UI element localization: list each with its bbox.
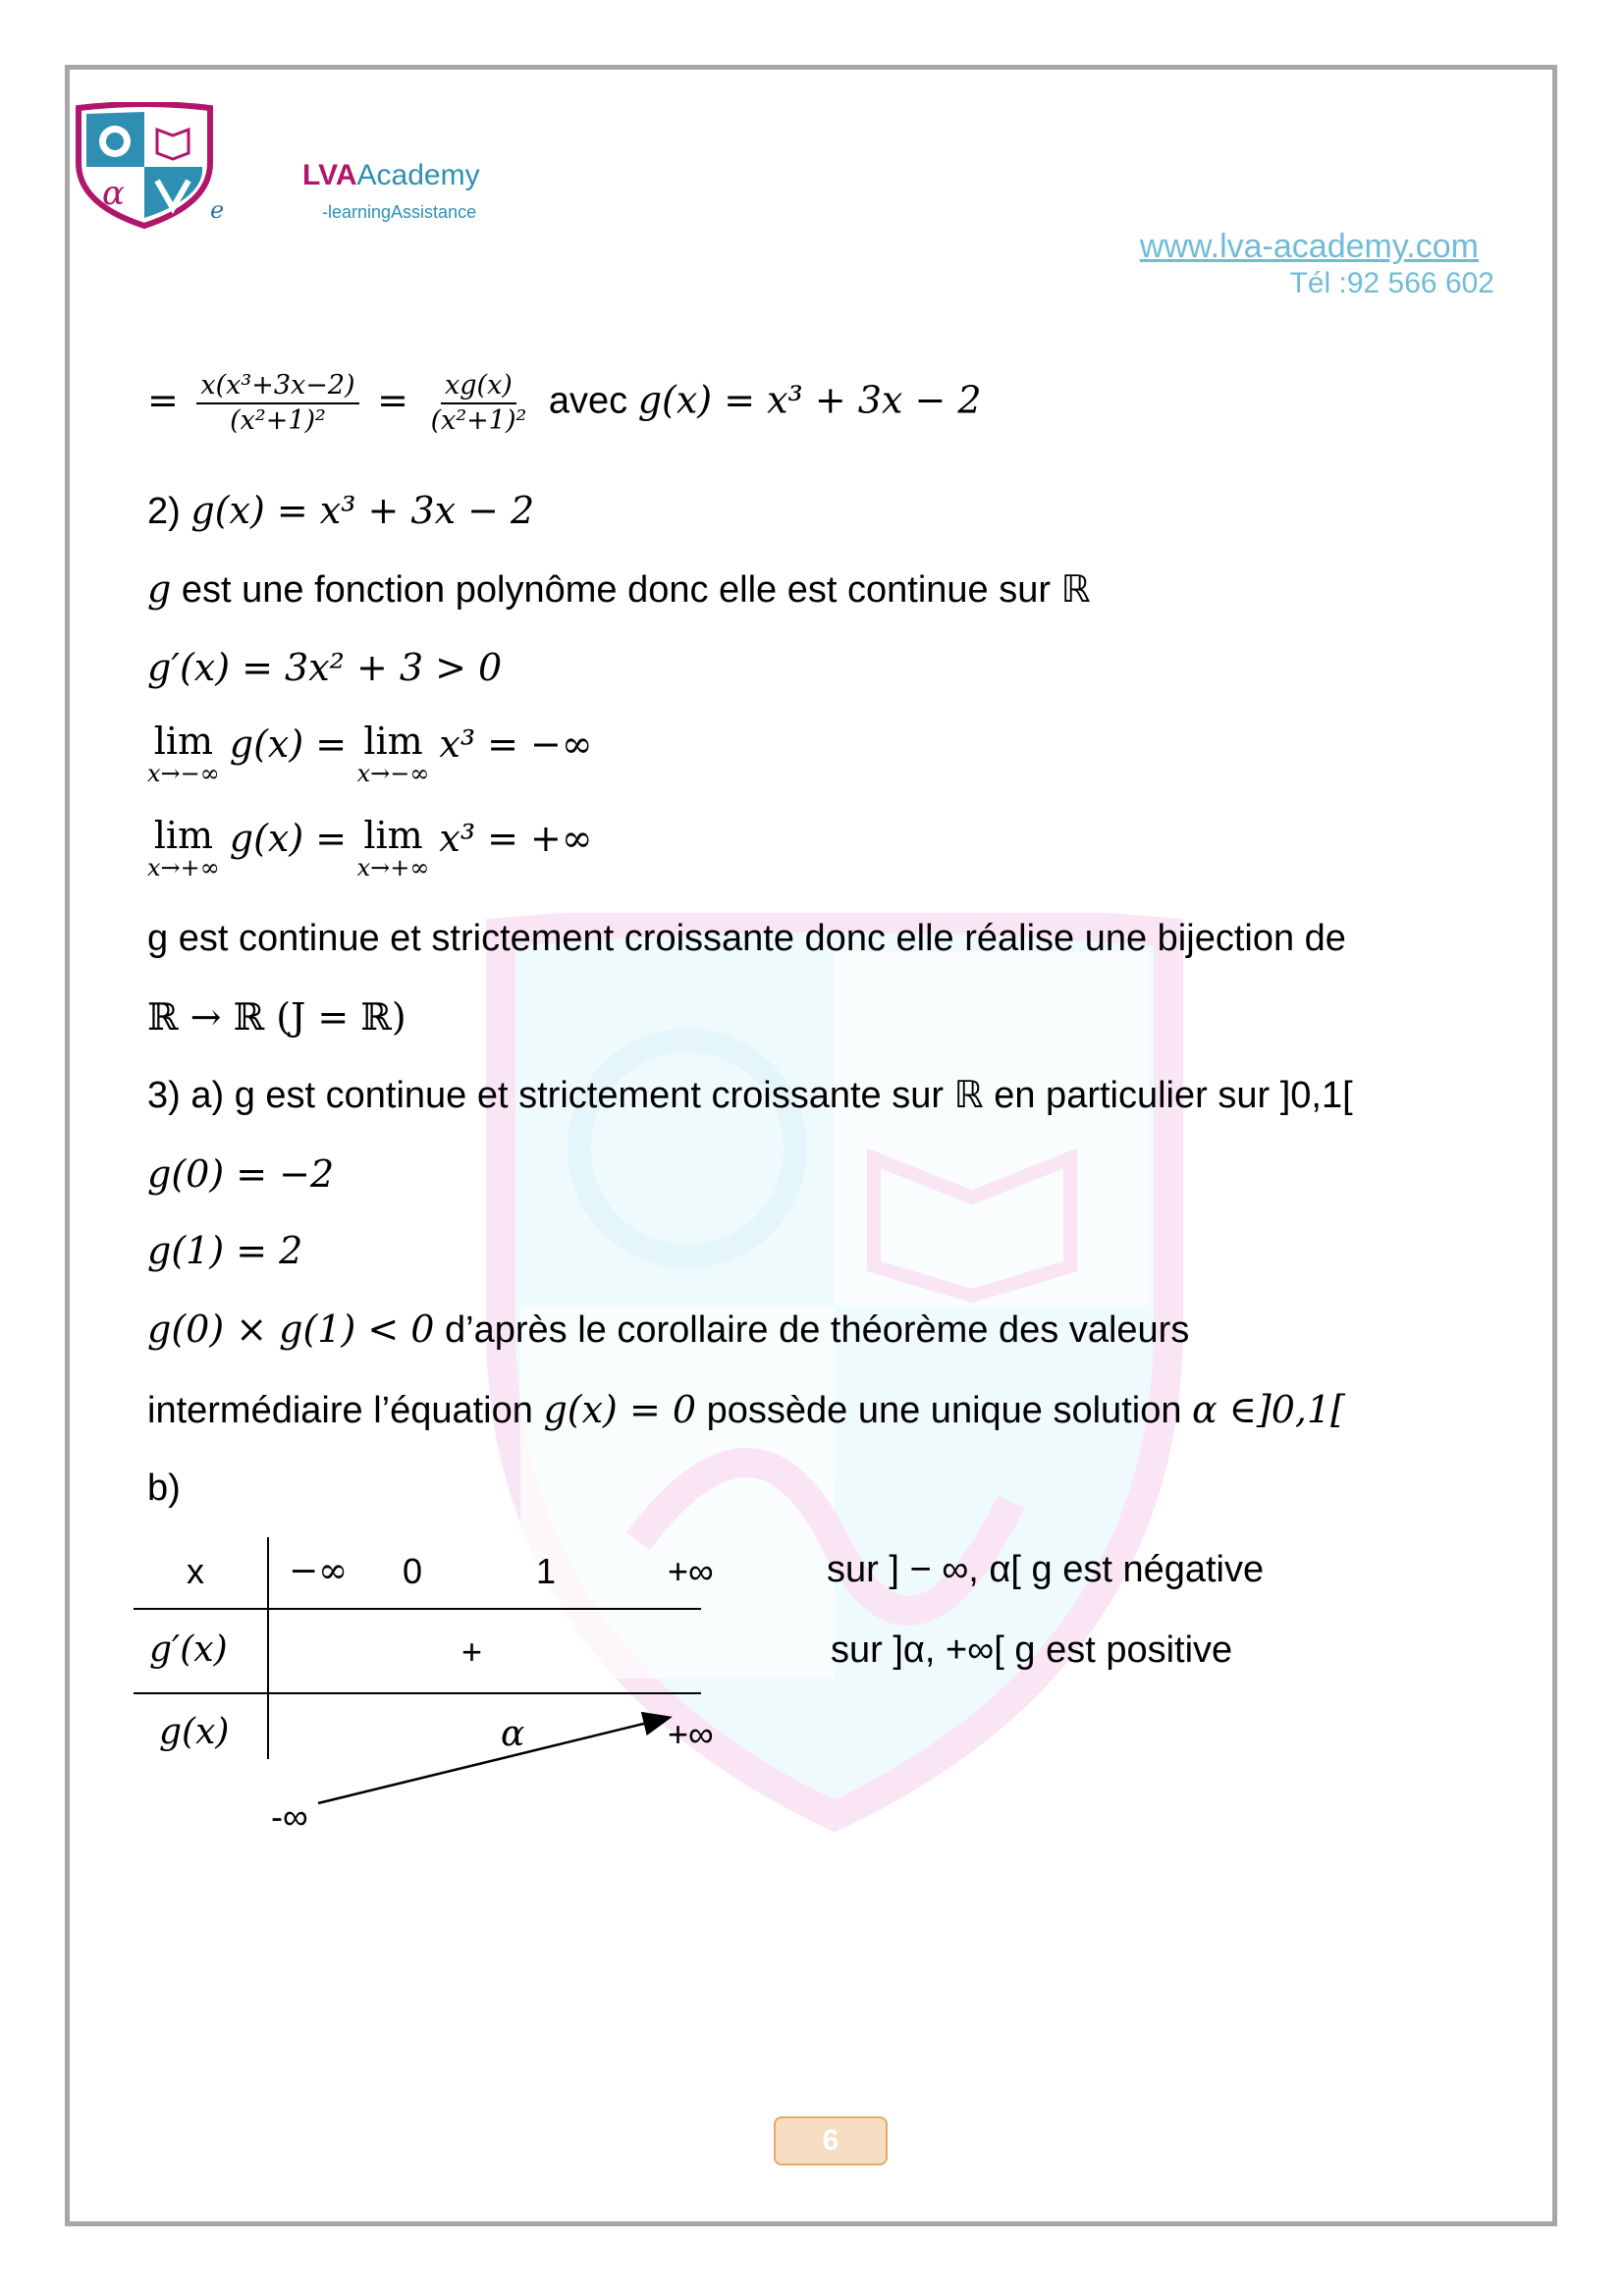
limit-line-minus-infinity bbox=[147, 722, 593, 785]
lim-word: lim bbox=[363, 720, 423, 763]
g-minus-infinity: -∞ bbox=[271, 1796, 308, 1837]
equals-sign: = bbox=[147, 378, 179, 422]
page-number: 6 bbox=[774, 2116, 888, 2165]
gprime-label: g′(x) bbox=[149, 1629, 228, 1670]
limit-result: x³ = −∞ bbox=[439, 722, 593, 766]
derivative-expression: g′(x) = 3x² + 3 > 0 bbox=[147, 646, 503, 689]
intermediate-text: intermédiaire l’équation bbox=[147, 1390, 533, 1431]
limit-2 bbox=[356, 814, 430, 881]
x-plus-infinity: +∞ bbox=[668, 1551, 714, 1591]
limit-middle: g(x) = bbox=[229, 722, 348, 766]
text-line-3 bbox=[147, 567, 1091, 614]
increasing-arrow bbox=[134, 1531, 762, 1826]
g-expression: g(x) = x³ + 3x − 2 bbox=[190, 489, 535, 532]
text-avec: avec bbox=[548, 380, 628, 422]
bijection-text: g est continue et strictement croissante donc elle réalise une bijection de bbox=[147, 918, 1346, 959]
x-minus-infinity: −∞ bbox=[289, 1551, 349, 1591]
phone-number: Tél :92 566 602 bbox=[1289, 267, 1494, 299]
sign-note-positive: sur ]α, +∞[ g est positive bbox=[831, 1629, 1233, 1671]
question-label: 2) bbox=[147, 491, 181, 532]
continuity-text: est une fonction polynôme donc elle est continue sur ℝ bbox=[181, 569, 1091, 611]
fraction-2-numerator: xg(x) bbox=[441, 371, 516, 404]
limit-line-plus-infinity bbox=[147, 814, 593, 881]
limit-1 bbox=[147, 814, 220, 881]
fraction-1-denominator: (x²+1)² bbox=[230, 404, 326, 436]
logo-e-letter: e bbox=[210, 196, 225, 224]
bijection-expression: ℝ → ℝ (J = ℝ) bbox=[147, 995, 406, 1039]
lim-subscript: x→−∞ bbox=[147, 759, 220, 787]
x-one: 1 bbox=[536, 1551, 557, 1591]
brand-lva: LVA bbox=[302, 159, 357, 191]
solution-text: possède une unique solution bbox=[706, 1390, 1182, 1431]
equals-sign: = bbox=[377, 378, 408, 422]
alpha-interval: α ∈]0,1[ bbox=[1192, 1388, 1345, 1431]
ivt-line-1 bbox=[147, 1308, 1189, 1354]
brand-tagline: -learningAssistance bbox=[322, 202, 477, 222]
alpha-label: α bbox=[501, 1714, 525, 1754]
question-3b-label: b) bbox=[147, 1468, 181, 1509]
lim-subscript: x→+∞ bbox=[147, 853, 220, 881]
g-label: g(x) bbox=[159, 1712, 230, 1752]
website-link[interactable]: www.lva-academy.com bbox=[1139, 228, 1479, 265]
fraction-2-denominator: (x²+1)² bbox=[430, 404, 527, 436]
brand-name bbox=[302, 159, 480, 192]
limit-middle: g(x) = bbox=[229, 817, 348, 860]
g-zero-value: g(0) = −2 bbox=[147, 1152, 335, 1196]
lim-word: lim bbox=[363, 814, 423, 857]
svg-text:α: α bbox=[102, 174, 125, 213]
fraction-1 bbox=[196, 371, 358, 435]
x-zero: 0 bbox=[403, 1551, 423, 1591]
limit-result: x³ = +∞ bbox=[439, 817, 593, 860]
g-symbol: g bbox=[147, 567, 172, 611]
ivt-line-2 bbox=[147, 1388, 1345, 1434]
x-label: x bbox=[187, 1551, 204, 1591]
lim-subscript: x→−∞ bbox=[356, 759, 430, 787]
lim-word: lim bbox=[153, 720, 214, 763]
lva-academy-logo bbox=[71, 102, 218, 230]
fraction-2 bbox=[427, 371, 531, 435]
g-one-value: g(1) = 2 bbox=[147, 1229, 303, 1272]
equation-line-1 bbox=[147, 371, 982, 435]
sign-note-negative: sur ] − ∞, α[ g est négative bbox=[827, 1549, 1265, 1590]
equation-expression: g(x) = 0 bbox=[543, 1388, 697, 1431]
equation-line-2 bbox=[147, 489, 534, 535]
limit-2 bbox=[357, 722, 430, 785]
derivative-line bbox=[147, 646, 502, 692]
fraction-1-numerator: x(x³+3x−2) bbox=[196, 371, 358, 404]
g-plus-infinity: +∞ bbox=[668, 1714, 714, 1754]
brand-academy: Academy bbox=[356, 159, 480, 191]
gprime-sign: + bbox=[461, 1631, 483, 1672]
variation-table bbox=[134, 1531, 762, 1837]
corollary-text: d’après le corollaire de théorème des valeurs bbox=[445, 1309, 1190, 1351]
question-3a-text: 3) a) g est continue et strictement croissante sur ℝ en particulier sur ]0,1[ bbox=[147, 1075, 1353, 1116]
lim-word: lim bbox=[153, 814, 214, 857]
lim-subscript: x→+∞ bbox=[356, 853, 430, 881]
limit-1 bbox=[147, 722, 220, 785]
product-expression: g(0) × g(1) < 0 bbox=[147, 1308, 435, 1351]
g-definition: g(x) = x³ + 3x − 2 bbox=[637, 378, 982, 422]
